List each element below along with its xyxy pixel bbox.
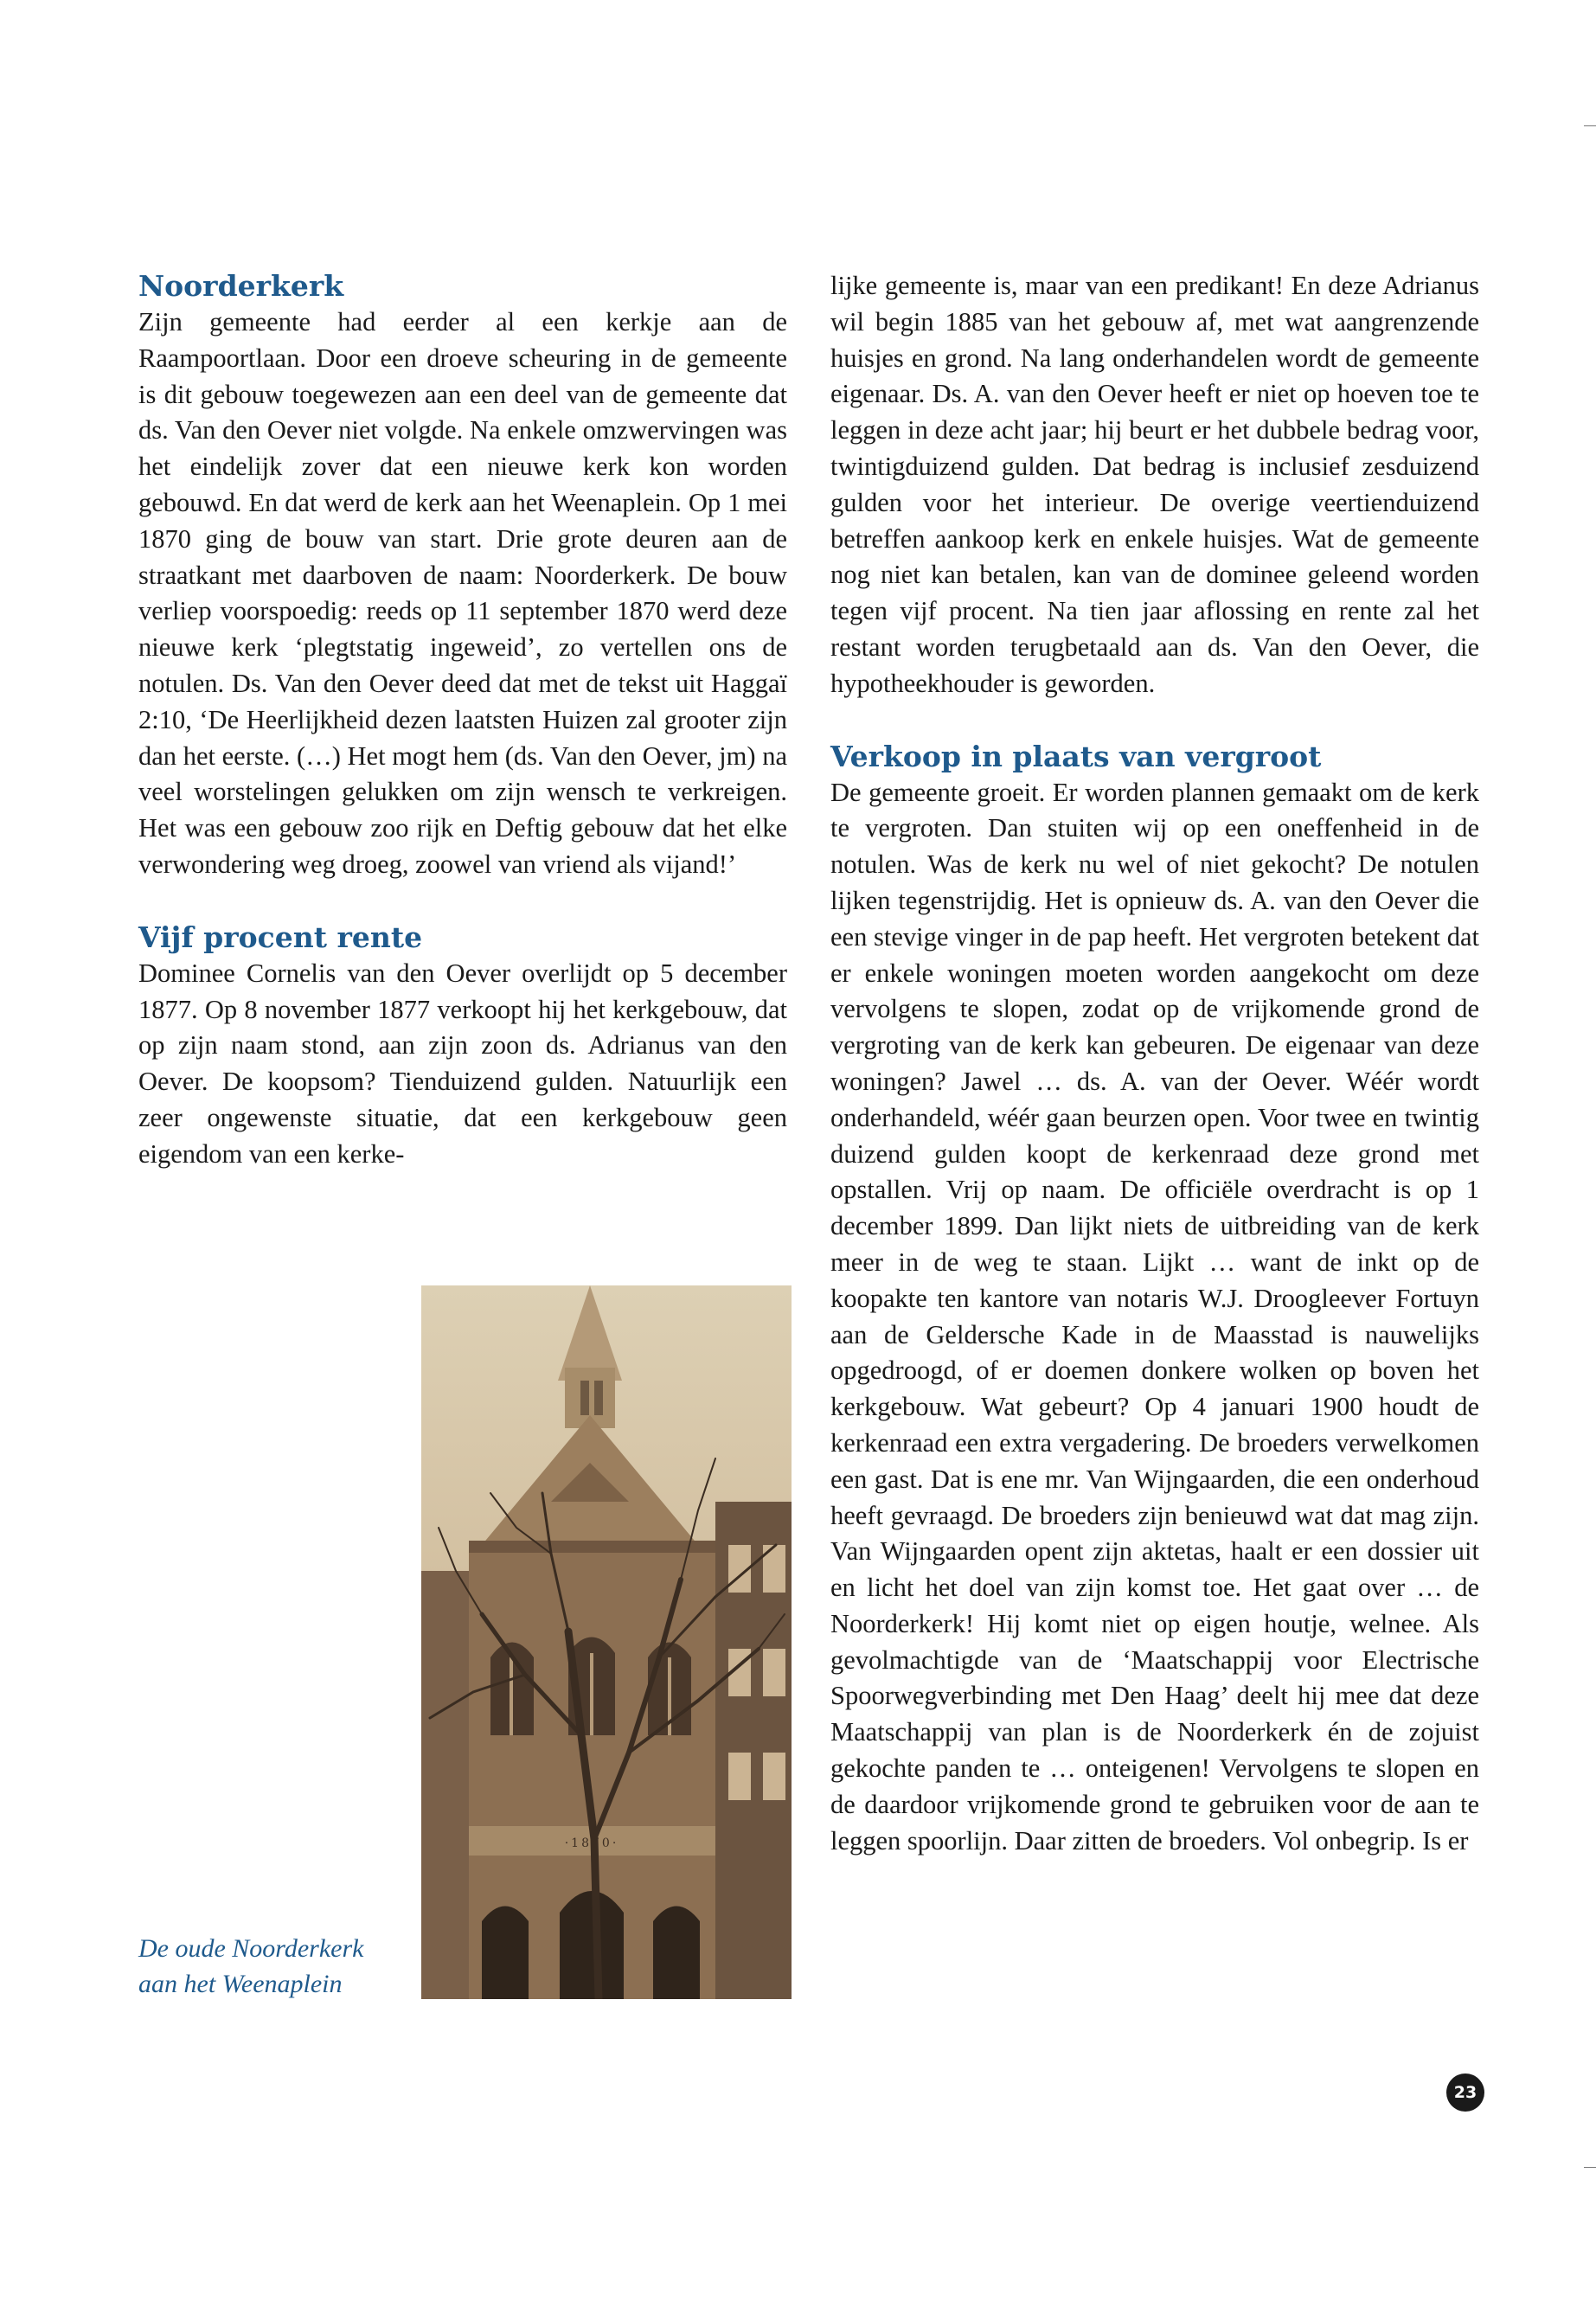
page-number-badge: 23 xyxy=(1446,2073,1484,2112)
church-illustration xyxy=(421,1285,792,1999)
photo-caption xyxy=(138,1931,415,2002)
caption-line-2: aan het Weenaplein xyxy=(138,1970,343,1998)
section-text-noorderkerk: Zijn gemeente had eerder al een kerkje aan de Raampoortlaan. Door een droeve scheuring in de gemeente is dit gebouw toegewezen aan een deel van de gemeente dat ds. Van den Oever niet volgde. Na enkele omzwervingen was het eindelijk zover dat een nieuwe kerk kon worden gebouwd. En dat werd de kerk aan het Weenaplein. Op 1 mei 1870 ging de bouw van start. Drie grote deuren aan de straatkant met daarboven de naam: Noorderkerk. De bouw verliep voorspoedig: reeds op 11 september 1870 werd deze nieuwe kerk ‘plegtstatig ingeweid’, zo vertellen ons de notulen. Ds. Van den Oever deed dat met de tekst uit Haggaï 2:10, ‘De Heerlijkheid dezen laatsten Huizen zal grooter zijn dan het eerste. (…) Het mogt hem (ds. Van den Oever, jm) na veel worstelingen gelukken om zijn wensch te verkreigen. Het was een gebouw zoo rijk en Deftig gebouw dat het elke verwondering weg droeg, zoowel van vriend als vijand!’ xyxy=(138,307,787,879)
section-heading-vijf-procent-rente: Vijf procent rente xyxy=(138,920,423,954)
right-column xyxy=(830,268,1479,1859)
church-sign: ·1870· xyxy=(564,1836,619,1850)
caption-line-1: De oude Noorderkerk xyxy=(138,1934,364,1963)
left-column xyxy=(138,268,787,1173)
continuation-text: lijke gemeente is, maar van een predikant! En deze Adrianus wil begin 1885 van het gebouw af, met wat aangrenzende huisjes en grond. Na lang onderhandelen wordt de gemeente eigenaar. Ds. A. van den Oever heeft er niet op hoeven toe te leggen in deze acht jaar; hij beurt er het dubbele bedrag voor, twintigduizend gulden. Dat bedrag is inclusief zesduizend gulden voor het interieur. De overige veertienduizend betreffen aankoop kerk en enkele huisjes. Wat de gemeente nog niet kan betalen, kan van de dominee geleend worden tegen vijf procent. Na tien jaar aflossing en rente zal het restant worden terugbetaald aan ds. Van den Oever, die hypotheekhouder is geworden. xyxy=(830,271,1479,698)
section-text-verkoop: De gemeente groeit. Er worden plannen gemaakt om de kerk te vergroten. Dan stuiten wij op een oneffenheid in de notulen. Was de kerk nu wel of niet gekocht? De notulen lijken tegenstrijdig. Het is opnieuw ds. A. van den Oever die een stevige vinger in de pap heeft. Het vergroten betekent dat er enkele woningen moeten worden aangekocht om deze vervolgens te slopen, zodat op de vrijkomende grond de vergroting van de kerk kan gebeuren. De eigenaar van deze woningen? Jawel … ds. A. van der Oever. Wéér wordt onderhandeld, wéér gaan beurzen open. Voor twee en twintig duizend gulden koopt de kerkenraad deze grond met opstallen. Vrij op naam. De officiële overdracht is op 1 december 1899. Dan lijkt niets de uitbreiding van de kerk meer in de weg te staan. Lijkt … want de inkt op de koopakte ten kantore van notaris W.J. Droogleever Fortuyn aan de Geldersche Kade in de Maasstad is nauwelijks opgedroogd, of er doemen donkere wolken op boven het kerkgebouw. Wat gebeurt? Op 4 januari 1900 houdt de kerkenraad een extra vergadering. De broeders verwelkomen een gast. Dat is ene mr. Van Wijngaarden, die een onderhoud heeft gevraagd. De broeders zijn benieuwd wat dat mag zijn. Van Wijngaarden opent zijn aktetas, haalt er een dossier uit en licht het doel van zijn komst toe. Het gaat over … de Noorderkerk! Hij komt niet op eigen houtje, welnee. Als gevolmachtigde van de ‘Maatschappij voor Electrische Spoorwegverbinding met Den Haag’ deelt hij mee dat deze Maatschappij van plan is de Noorderkerk én de zojuist gekochte panden te … onteigenen! Vervolgens te slopen en de daardoor vrijkomende grond te gebruiken voor de aan te leggen spoorlijn. Daar zitten de broeders. Vol onbegrip. Is er xyxy=(830,777,1479,1856)
section-heading-verkoop: Verkoop in plaats van vergroot xyxy=(830,739,1322,773)
crop-mark-bottom xyxy=(1584,2167,1596,2168)
section-text-vijf-procent-rente: Dominee Cornelis van den Oever overlijdt op 5 december 1877. Op 8 november 1877 verkoopt hij het kerkgebouw, dat op zijn naam stond, aan zijn zoon ds. Adrianus van den Oever. De koopsom? Tienduizend gulden. Natuurlijk een zeer ongewenste situatie, dat een kerkgebouw geen eigendom van een kerke- xyxy=(138,958,787,1169)
church-photo xyxy=(421,1285,792,1999)
crop-mark-top xyxy=(1584,125,1596,126)
section-heading-noorderkerk: Noorderkerk xyxy=(138,269,344,303)
